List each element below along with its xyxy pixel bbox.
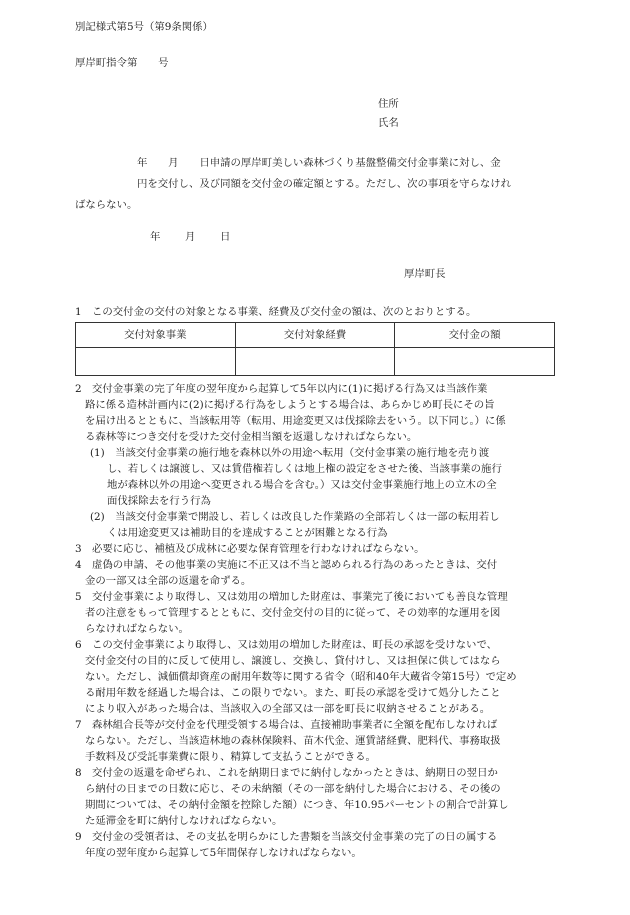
intro-line-2: 円を交付し、及び同額を交付金の確定額とする。ただし、次の事項を守らなけれ [137,178,512,190]
condition-line: 面伐採除去を行う行為 [107,495,211,507]
condition-line: 3 必要に応じ、補植及び成林に必要な保育管理を行わなければならない。 [75,543,425,555]
cell-target-cost [235,348,395,376]
date-year: 年 [150,231,161,243]
cell-target-project [76,348,236,376]
condition-line: 7 森林組合長等が交付金を代理受領する場合は、直接補助事業者に全額を配布しなければ [75,719,498,731]
mayor-signature: 厚岸町長 [404,268,446,280]
condition-line: 2 交付金事業の完了年度の翌年度から起算して5年以内に(1)に掲げる行為又は当該作業 [75,383,488,395]
header-target-cost: 交付対象経費 [235,323,395,348]
name-label: 氏名 [378,117,399,129]
table-row [76,348,555,376]
grant-table [75,322,555,376]
condition-line: 年度の翌年度から起算して5年間保存しなければならない。 [85,847,362,859]
header-target-project: 交付対象事業 [76,323,236,348]
condition-line: 9 交付金の受領者は、その支払を明らかにした書類を当該交付金事業の完了の日の属する [75,831,498,843]
condition-line: 6 この交付金事業により取得し、又は効用の増加した財産は、町長の承認を受けないで、 [75,639,498,651]
condition-line: 期間については、その納付金額を控除した額）につき、年10.95パーセントの割合で計算し [85,799,509,811]
condition-line: くは用途変更又は補助目的を達成することが困難となる行為 [107,527,388,539]
condition-line: 手数料及び受託事業費に限り、精算して支払うことができる。 [85,751,376,763]
condition-line: ら納付の日までの日数に応じ、その未納額（その一部を納付した場合における、その後の [85,783,501,795]
condition-line: ならない。ただし、当該造林地の森林保険料、苗木代金、運賃諸経費、肥料代、事務取扱 [85,735,501,747]
condition-line: 交付金交付の目的に反して使用し、譲渡し、交換し、貸付けし、又は担保に供してはなら [85,655,501,667]
condition-line: 者の注意をもって管理するとともに、交付金交付の目的に従って、その効率的な運用を図 [85,607,501,619]
condition-line: 4 虚偽の申請、その他事業の実施に不正又は不当と認められる行為のあったときは、交付 [75,559,498,571]
condition-line: らなければならない。 [85,623,189,635]
cell-grant-amount [395,348,555,376]
condition-item-1: 1 この交付金の交付の対象となる事業、経費及び交付金の額は、次のとおりとする。 [75,306,477,318]
condition-line: る耐用年数を経過した場合は、この限りでない。また、町長の承認を受けて処分したこと [85,687,501,699]
condition-line: た延滞金を町に納付しなければならない。 [85,815,283,827]
table-header-row [76,323,555,348]
condition-line: を届け出るとともに、当該転用等（転用、用途変更又は伐採除去をいう。以下同じ。）に係 [85,415,506,427]
date-month: 月 [185,231,196,243]
condition-line: し、若しくは譲渡し、又は賃借権若しくは地上権の設定をさせた後、当該事業の施行 [107,463,502,475]
condition-line: ない。ただし、減価償却資産の耐用年数等に関する省令（昭和40年大蔵省令第15号）で定め [85,671,517,683]
condition-line: (1) 当該交付金事業の施行地を森林以外の用途へ転用（交付金事業の施行地を売り渡 [90,447,490,459]
condition-line: 地が森林以外の用途へ変更される場合を含む。）又は交付金事業施行地上の立木の全 [107,479,497,491]
condition-line: る森林等につき交付を受けた交付金相当額を返還しなければならない。 [85,431,418,443]
header-grant-amount: 交付金の額 [395,323,555,348]
condition-line: 8 交付金の返還を命ぜられ、これを納期日までに納付しなかったときは、納期日の翌日か [75,767,498,779]
condition-line: 金の一部又は全部の返還を命ずる。 [85,575,252,587]
date-day: 日 [220,231,231,243]
form-label: 別記様式第5号（第9条関係） [75,21,213,33]
condition-line: (2) 当該交付金事業で開設し、若しくは改良した作業路の全部若しくは一部の転用若し [90,511,500,523]
condition-line: 路に係る造林計画内に(2)に掲げる行為をしようとする場合は、あらかじめ町長にその旨 [85,399,495,411]
condition-line: により収入があった場合は、当該収入の全部又は一部を町長に収納させることがある。 [85,703,491,715]
address-label: 住所 [378,98,399,110]
intro-line-3: ばならない。 [75,199,138,211]
condition-line: 5 交付金事業により取得し、又は効用の増加した財産は、事業完了後においても善良な管理 [75,591,508,603]
reference-number: 厚岸町指令第 号 [75,57,169,69]
intro-line-1: 年 月 日申請の厚岸町美しい森林づくり基盤整備交付金事業に対し、金 [137,157,501,169]
